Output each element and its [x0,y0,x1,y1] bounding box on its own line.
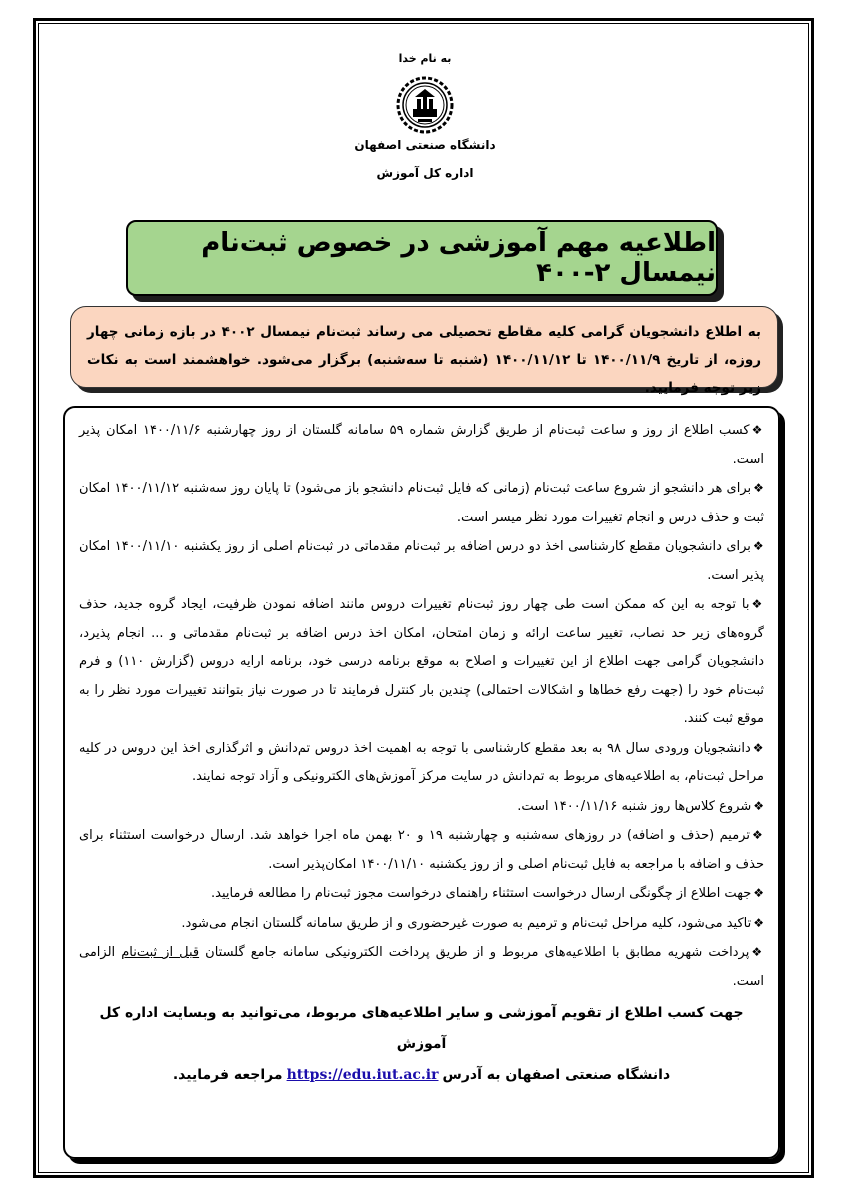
note-text: الزامی است. [79,945,764,989]
note-text: پرداخت شهریه مطابق با اطلاعیه‌های مربوط و از طریق پرداخت الکترونیکی سامانه جامع گلستان [205,945,750,960]
note-item [79,474,764,532]
basmala: به نام خدا [398,52,452,65]
note-text: کسب اطلاع از روز و ساعت ثبت‌نام از طریق گزارش شماره ۵۹ سامانه گلستان از روز چهارشنبه ۱۴۰۰/۱۱/۶ امکان پذیر است. [79,423,764,467]
note-text: برای دانشجویان مقطع کارشناسی اخذ دو درس اضافه بر ثبت‌نام مقدماتی در ثبت‌نام اصلی از روز یکشنبه ۱۴۰۰/۱۱/۱۰ امکان پذیر است. [79,539,764,583]
note-text: با توجه به این که ممکن است طی چهار روز ثبت‌نام تغییرات دروس مانند اضافه نمودن ظرفیت، ایجاد گروه جدید، حذف گروه‌های زیر حد نصاب، تغییر ساعت ارائه و زمان امتحان، امکان اخذ درس اضافه بر ثبت‌نام مقدماتی و ... انجام پذیرد، دانشجویان گرامی جهت اطلاع از این تغییرات و اصلاح به موقع برنامه درسی خود، برنامه ارایه دروس (گزارش ۱۱۰) و فرم ثبت‌نام خود را (جهت رفع خطاها و اشکالات احتمالی) چندین بار کنترل فرمایند تا در صورت نیاز بتوانند تغییرات مورد نظر را به موقع ثبت کنند. [79,597,764,726]
intro-text: به اطلاع دانشجویان گرامی کلیه مقاطع تحصیلی می رساند ثبت‌نام نیمسال ۴۰۰۲ در بازه زمانی چهار روزه، از تاریخ ۱۴۰۰/۱۱/۹ تا ۱۴۰۰/۱۱/۱۲ (شنبه تا سه‌شنبه) برگزار می‌شود. خواهشمند است به نکات زیر توجه فرمایید. [87,324,761,396]
bullet-icon: ❖ [751,945,764,959]
bullet-icon: ❖ [752,740,764,755]
note-text: جهت اطلاع از چگونگی ارسال درخواست استثناء راهنمای درخواست مجوز ثبت‌نام را مطالعه فرمایید. [210,886,752,901]
footer-line-2 [79,1060,764,1091]
bullet-icon: ❖ [753,481,764,495]
bullet-icon: ❖ [752,539,764,553]
bullet-icon: ❖ [753,798,764,813]
notes-list [79,416,764,996]
note-text: ترمیم (حذف و اضافه) در روزهای سه‌شنبه و چهارشنبه ۱۹ و ۲۰ بهمن ماه اجرا خواهد شد. ارسال درخواست استثناء برای حذف و اضافه با مراجعه به فایل ثبت‌نام اصلی و از روز یکشنبه ۱۴۰۰/۱۱/۱۰ امکان‌پذیر است. [79,828,764,872]
notes-box [63,406,780,1159]
note-item [79,879,764,909]
bullet-icon: ❖ [753,886,764,900]
bullet-icon: ❖ [751,597,764,611]
note-item [79,734,764,792]
note-text: تاکید می‌شود، کلیه مراحل ثبت‌نام و ترمیم به صورت غیرحضوری و از طریق سامانه گلستان انجام می‌شود. [181,915,752,931]
note-item [79,792,764,822]
note-item [79,532,764,590]
university-name: دانشگاه صنعتی اصفهان [354,138,496,152]
announcement-title: اطلاعیه مهم آموزشی در خصوص ثبت‌نام نیمسال ۲-۴۰۰ [201,228,716,288]
bullet-icon: ❖ [753,915,764,930]
footer-line-1: جهت کسب اطلاع از تقویم آموزشی و سایر اطلاعیه‌های مربوط، می‌توانید به وبسایت اداره کل آموزش [99,1005,744,1052]
note-item-tuition [79,938,764,996]
bullet-icon: ❖ [751,828,765,842]
university-logo-icon [395,75,455,135]
footer-text: دانشگاه صنعتی اصفهان به آدرس [442,1067,671,1083]
footer-note [79,998,764,1091]
bullet-icon: ❖ [751,423,764,437]
note-item [79,416,764,474]
intro-box [70,306,778,396]
note-text: دانشجویان ورودی سال ۹۸ به بعد مقطع کارشناسی با توجه به اهمیت اخذ دروس تم‌دانش و اثرگذاری اخذ این دروس در کلیه مراحل ثبت‌نام، به اطلاعیه‌های مربوط به تم‌دانش در سایت مرکز آموزش‌های الکترونیکی و آزاد توجه نمایند. [79,740,764,784]
footer-text: مراجعه فرمایید. [172,1067,283,1083]
note-item [79,590,764,734]
underlined-text: قبل از ثبت‌نام [121,945,200,960]
announcement-title-box [126,220,718,296]
website-link[interactable]: https://edu.iut.ac.ir [286,1067,439,1083]
note-text: برای هر دانشجو از شروع ساعت ثبت‌نام (زمانی که فایل ثبت‌نام دانشجو باز می‌شود) تا پایان روز سه‌شنبه ۱۴۰۰/۱۱/۱۲ امکان ثبت و حذف درس و انجام تغییرات مورد نظر میسر است. [79,481,764,525]
department-name: اداره کل آموزش [376,166,474,180]
note-text: شروع کلاس‌ها روز شنبه ۱۴۰۰/۱۱/۱۶ است. [517,798,752,814]
note-item [79,909,764,939]
note-item [79,821,764,879]
